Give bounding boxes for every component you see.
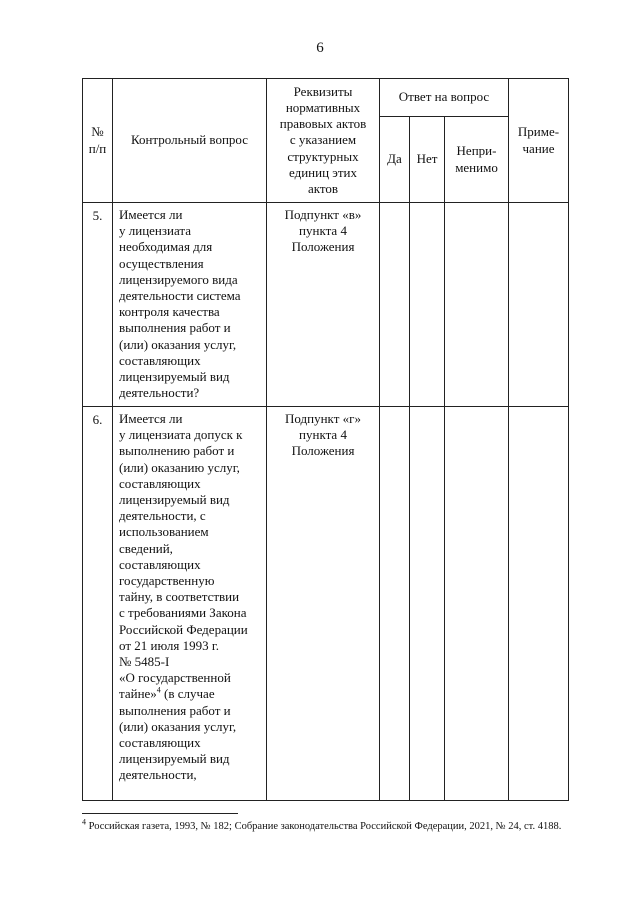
header-requisites-line: структурных bbox=[287, 148, 359, 164]
question-text: (в случае bbox=[164, 686, 215, 702]
question-line: сведений, bbox=[119, 540, 173, 556]
header-requisites-line: правовых актов bbox=[279, 116, 367, 132]
question-line: лицензируемый вид bbox=[119, 751, 230, 767]
question-line: составляющих bbox=[119, 735, 201, 751]
ref-line: Подпункт «в» bbox=[284, 207, 362, 222]
question-line: лицензируемого вида bbox=[119, 271, 238, 287]
ref-line: Положения bbox=[291, 239, 355, 255]
footnote-reference: 4 bbox=[156, 686, 161, 696]
header-requisites bbox=[267, 79, 380, 203]
question-line: лицензируемый вид bbox=[119, 492, 230, 508]
header-no: Нет bbox=[410, 117, 445, 203]
question-line: Имеется ли bbox=[119, 207, 183, 222]
question-line: у лицензиата допуск к bbox=[119, 427, 243, 443]
header-requisites-line: актов bbox=[307, 181, 339, 196]
question-cell bbox=[113, 407, 267, 801]
question-line: № 5485-I bbox=[119, 654, 170, 670]
header-note bbox=[509, 79, 569, 203]
ref-line: Подпункт «г» bbox=[285, 411, 361, 426]
question-line: «О государственной bbox=[119, 670, 231, 686]
answer-na-cell bbox=[445, 407, 509, 801]
question-line: выполнению работ и bbox=[119, 443, 235, 459]
question-line: (или) оказания услуг, bbox=[119, 718, 237, 734]
header-na-line: менимо bbox=[455, 159, 498, 175]
header-number bbox=[83, 79, 113, 203]
header-requisites-line: Реквизиты bbox=[293, 83, 353, 99]
header-not-applicable bbox=[445, 117, 509, 203]
question-line: необходимая для bbox=[119, 239, 213, 255]
answer-yes-cell bbox=[380, 407, 410, 801]
checklist-table bbox=[82, 78, 569, 801]
question-line: Российской Федерации bbox=[119, 621, 248, 637]
question-line: с требованиями Закона bbox=[119, 605, 247, 621]
requisites-cell bbox=[267, 407, 380, 801]
header-na-line: Непри- bbox=[456, 143, 497, 159]
question-line: (или) оказанию услуг, bbox=[119, 459, 240, 475]
question-text: тайне» bbox=[119, 686, 157, 702]
header-yes: Да bbox=[380, 117, 410, 203]
note-cell bbox=[509, 203, 569, 407]
note-cell bbox=[509, 407, 569, 801]
ref-line: Положения bbox=[291, 443, 355, 459]
footnote-text: Российская газета, 1993, № 182; Собрание законодательства Российской Федерации, 2021, № 24, ст. 4188. bbox=[88, 821, 562, 832]
question-line: от 21 июля 1993 г. bbox=[119, 637, 219, 653]
header-requisites-line: с указанием bbox=[289, 132, 357, 148]
header-number-line: п/п bbox=[88, 140, 107, 156]
question-line: деятельности система bbox=[119, 288, 241, 304]
answer-na-cell bbox=[445, 203, 509, 407]
question-line: деятельности, bbox=[119, 767, 197, 783]
header-requisites-line: единиц этих bbox=[288, 164, 357, 180]
header-answer: Ответ на вопрос bbox=[380, 79, 509, 117]
answer-no-cell bbox=[410, 407, 445, 801]
question-line: государственную bbox=[119, 573, 215, 589]
footnote-mark: 4 bbox=[82, 817, 86, 827]
question-line: осуществления bbox=[119, 255, 204, 271]
requisites-cell bbox=[267, 203, 380, 407]
footnote bbox=[82, 817, 568, 834]
question-line: лицензируемый вид bbox=[119, 369, 230, 385]
question-line: составляющих bbox=[119, 475, 201, 491]
header-number-line: № bbox=[91, 124, 104, 140]
question-cell bbox=[113, 203, 267, 407]
question-line: выполнения работ и bbox=[119, 702, 231, 718]
question-line: (или) оказания услуг, bbox=[119, 336, 237, 352]
page-number: 6 bbox=[316, 40, 324, 56]
question-line: использованием bbox=[119, 524, 209, 540]
question-line: деятельности, с bbox=[119, 508, 206, 524]
header-question: Контрольный вопрос bbox=[113, 79, 267, 203]
question-line: Имеется ли bbox=[119, 411, 183, 426]
answer-yes-cell bbox=[380, 203, 410, 407]
header-requisites-line: нормативных bbox=[285, 99, 361, 115]
ref-line: пункта 4 bbox=[299, 427, 347, 443]
question-line bbox=[119, 686, 264, 702]
question-line: выполнения работ и bbox=[119, 320, 231, 336]
row-number: 6. bbox=[83, 407, 113, 801]
question-line: составляющих bbox=[119, 556, 201, 572]
answer-no-cell bbox=[410, 203, 445, 407]
row-number: 5. bbox=[83, 203, 113, 407]
header-note-line: чание bbox=[522, 140, 555, 156]
footnote-divider bbox=[82, 813, 238, 814]
header-note-line: Приме- bbox=[517, 124, 560, 140]
question-line: тайну, в соответствии bbox=[119, 589, 240, 605]
question-line: контроля качества bbox=[119, 304, 220, 320]
question-line: составляющих bbox=[119, 352, 201, 368]
question-line: деятельности? bbox=[119, 385, 200, 401]
table-row bbox=[83, 203, 569, 407]
table-row bbox=[83, 407, 569, 801]
ref-line: пункта 4 bbox=[299, 223, 347, 239]
question-line: у лицензиата bbox=[119, 223, 192, 239]
